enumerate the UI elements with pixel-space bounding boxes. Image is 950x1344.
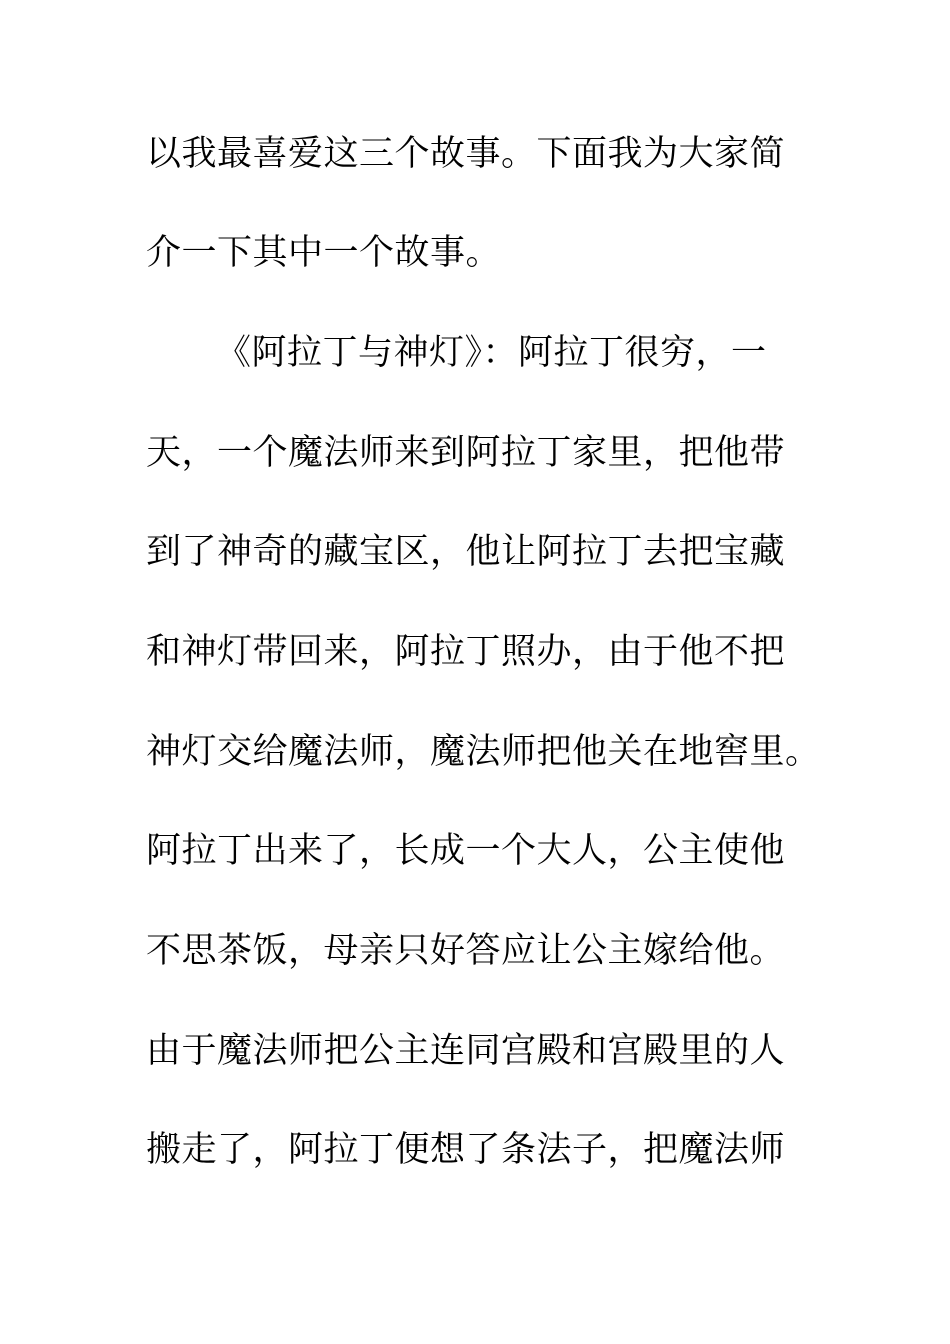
text-line-1: 以我最喜爱这三个故事。下面我为大家简 (146, 134, 786, 174)
text-line-6: 和神灯带回来，阿拉丁照办，由于他不把 (146, 632, 786, 672)
text-line-2: 介一下其中一个故事。 (146, 233, 502, 273)
text-line-10: 由于魔法师把公主连同宫殿和宫殿里的人 (146, 1031, 786, 1071)
text-line-9: 不思茶饭，母亲只好答应让公主嫁给他。 (146, 931, 786, 971)
text-line-5: 到了神奇的藏宝区，他让阿拉丁去把宝藏 (146, 532, 786, 572)
text-line-3: 《阿拉丁与神灯》：阿拉丁很穷，一 (216, 333, 767, 373)
text-line-11: 搬走了，阿拉丁便想了条法子，把魔法师 (146, 1130, 786, 1170)
text-line-4: 天，一个魔法师来到阿拉丁家里，把他带 (146, 433, 786, 473)
text-line-7: 神灯交给魔法师，魔法师把他关在地窖里。 (146, 732, 821, 772)
text-line-8: 阿拉丁出来了，长成一个大人，公主使他 (146, 831, 786, 871)
